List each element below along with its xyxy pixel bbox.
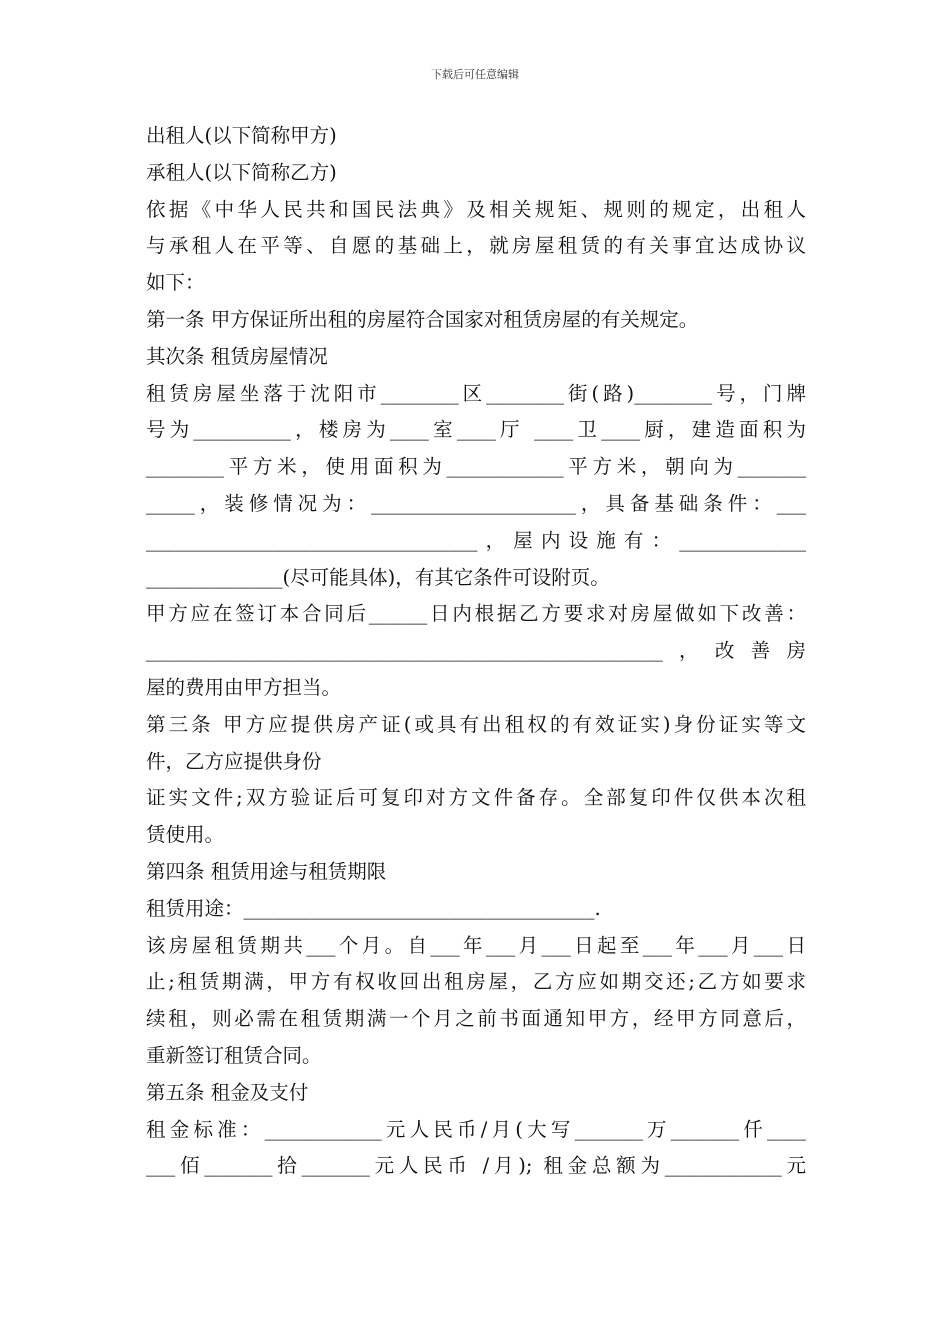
text-line: 第一条 甲方保证所出租的房屋符合国家对租赁房屋的有关规定。: [146, 307, 699, 331]
text-line: 重新签订租赁合同。: [146, 1043, 322, 1067]
text-line: 如下：: [146, 271, 205, 295]
text-line: 件，乙方应提供身份: [146, 749, 322, 773]
text-line: 第三条 甲方应提供房产证(或具有出租权的有效证实)身份证实等文: [146, 712, 806, 736]
text-line: 甲方应在签订本合同后______日内根据乙方要求对房屋做如下改善：: [146, 602, 806, 626]
text-line: 租金标准：____________元人民币/月(大写_______万_______仟____: [146, 1117, 806, 1141]
text-line: 止;租赁期满，甲方有权收回出租房屋，乙方应如期交还;乙方如要求: [146, 970, 806, 994]
text-line: _____________________________________________________，改善房: [146, 639, 806, 663]
text-line: 其次条 租赁房屋情况: [146, 344, 328, 368]
text-line: 证实文件;双方验证后可复印对方文件备存。全部复印件仅供本次租: [146, 786, 806, 810]
text-line: 第五条 租金及支付: [146, 1080, 309, 1104]
text-line: __________________________________，屋内设施有：_____________: [146, 528, 806, 552]
text-line: 号为__________，楼房为____室____厅 ____卫____厨，建造面积为: [146, 418, 806, 442]
text-line: ___佰_______拾_______元人民币 /月); 租金总额为____________元: [146, 1154, 806, 1178]
text-line: 出租人(以下简称甲方): [146, 124, 337, 147]
text-line: 第四条 租赁用途与租赁期限: [146, 859, 387, 883]
text-line: 该房屋租赁期共___个月。自___年___月___日起至___年___月___日: [146, 933, 806, 957]
page-header-note: 下载后可任意编辑: [431, 68, 519, 81]
text-line: 屋的费用由甲方担当。: [146, 675, 342, 699]
text-line: ________平方米，使用面积为____________平方米，朝向为_______: [146, 455, 806, 479]
text-line: 续租，则必需在租赁期满一个月之前书面通知甲方，经甲方同意后，: [146, 1007, 806, 1031]
text-line: 租赁用途：____________________________________.: [146, 896, 601, 920]
text-line: 承租人(以下简称乙方): [146, 160, 337, 184]
text-line: 与承租人在平等、自愿的基础上，就房屋租赁的有关事宜达成协议: [146, 234, 806, 258]
text-line: _____，装修情况为：_____________________，具备基础条件：___: [146, 491, 806, 515]
contract-body: [146, 118, 806, 1185]
text-line: ______________(尽可能具体)，有其它条件可设附页。: [146, 565, 610, 589]
text-line: 依据《中华人民共和国民法典》及相关规矩、规则的规定，出租人: [146, 197, 806, 221]
text-line: 租赁房屋坐落于沈阳市________区________街(路)________号，门牌: [146, 381, 806, 405]
text-line: 赁使用。: [146, 823, 225, 847]
